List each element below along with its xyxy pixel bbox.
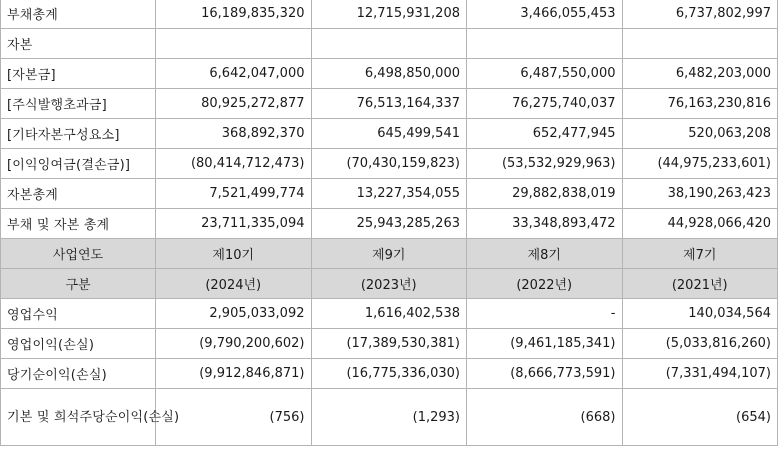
period-header-cell: (2021년) [622,269,778,299]
value-cell: (44,975,233,601) [622,149,778,179]
value-cell: 16,189,835,320 [156,0,312,29]
value-cell: 7,521,499,774 [156,179,312,209]
value-cell: 368,892,370 [156,119,312,149]
table-row [1,149,778,179]
value-cell: 80,925,272,877 [156,89,312,119]
table-row [1,0,778,29]
value-cell: 6,482,203,000 [622,59,778,89]
value-cell: 33,348,893,472 [467,209,623,239]
value-cell: 140,034,564 [622,299,778,329]
value-cell: (1,293) [311,389,467,446]
row-label-cell: 부채총계 [1,0,156,29]
table-body [1,0,778,446]
value-cell: (16,775,336,030) [311,359,467,389]
row-label-cell: [주식발행초과금] [1,89,156,119]
header-row [1,269,778,299]
value-cell: (9,461,185,341) [467,329,623,359]
value-cell: (8,666,773,591) [467,359,623,389]
table-row [1,329,778,359]
period-header-cell: (2023년) [311,269,467,299]
value-cell: (9,912,846,871) [156,359,312,389]
table-row [1,59,778,89]
period-header-cell: 제7기 [622,239,778,269]
value-cell: 3,466,055,453 [467,0,623,29]
value-cell [622,29,778,59]
value-cell: 25,943,285,263 [311,209,467,239]
value-cell: (7,331,494,107) [622,359,778,389]
row-label-cell: [자본금] [1,59,156,89]
table-row [1,359,778,389]
value-cell: 520,063,208 [622,119,778,149]
period-header-cell: (2024년) [156,269,312,299]
period-header-cell: 제8기 [467,239,623,269]
table-row [1,119,778,149]
value-cell: (80,414,712,473) [156,149,312,179]
table-row [1,209,778,239]
value-cell [467,29,623,59]
value-cell: 76,163,230,816 [622,89,778,119]
row-label-cell: [이익잉여금(결손금)] [1,149,156,179]
value-cell: (668) [467,389,623,446]
value-cell: 29,882,838,019 [467,179,623,209]
row-label-cell: [기타자본구성요소] [1,119,156,149]
value-cell: 645,499,541 [311,119,467,149]
row-label-cell: 영업이익(손실) [1,329,156,359]
row-label-cell: 영업수익 [1,299,156,329]
value-cell: (70,430,159,823) [311,149,467,179]
value-cell: (654) [622,389,778,446]
value-cell: 1,616,402,538 [311,299,467,329]
value-cell: 6,498,850,000 [311,59,467,89]
row-label-cell: 부채 및 자본 총계 [1,209,156,239]
period-header-cell: 제9기 [311,239,467,269]
value-cell: (9,790,200,602) [156,329,312,359]
row-label-cell: 기본 및 희석주당순이익(손실) [1,389,156,446]
value-cell [156,29,312,59]
value-cell: 13,227,354,055 [311,179,467,209]
table-row [1,29,778,59]
value-cell: (53,532,929,963) [467,149,623,179]
header-row [1,239,778,269]
table-row [1,89,778,119]
header-label-cell: 사업연도 [1,239,156,269]
value-cell: (756) [156,389,312,446]
value-cell: (17,389,530,381) [311,329,467,359]
table-row [1,179,778,209]
value-cell: 23,711,335,094 [156,209,312,239]
value-cell: 6,737,802,997 [622,0,778,29]
value-cell: 76,275,740,037 [467,89,623,119]
value-cell [311,29,467,59]
table-row [1,389,778,446]
row-label-cell: 자본 [1,29,156,59]
row-label-cell: 당기순이익(손실) [1,359,156,389]
table-row [1,299,778,329]
row-label-cell: 자본총계 [1,179,156,209]
value-cell: - [467,299,623,329]
value-cell: 76,513,164,337 [311,89,467,119]
value-cell: 6,642,047,000 [156,59,312,89]
value-cell: 12,715,931,208 [311,0,467,29]
value-cell: 44,928,066,420 [622,209,778,239]
period-header-cell: 제10기 [156,239,312,269]
value-cell: 2,905,033,092 [156,299,312,329]
value-cell: 6,487,550,000 [467,59,623,89]
period-header-cell: (2022년) [467,269,623,299]
value-cell: 38,190,263,423 [622,179,778,209]
header-label-cell: 구분 [1,269,156,299]
value-cell: (5,033,816,260) [622,329,778,359]
value-cell: 652,477,945 [467,119,623,149]
